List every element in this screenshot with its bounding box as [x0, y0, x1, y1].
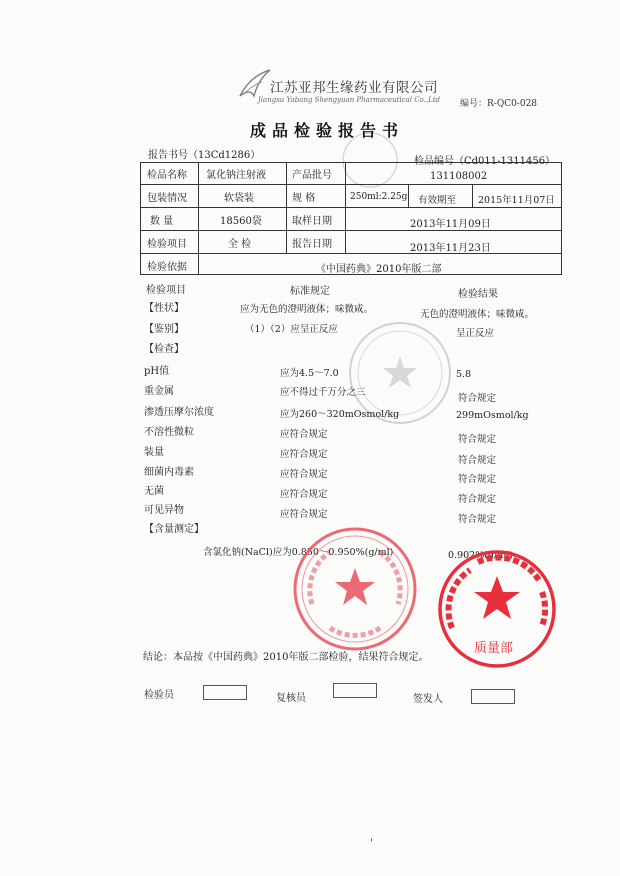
quality-dept-text: 质量部	[474, 641, 514, 656]
row-result: 符合规定	[458, 474, 497, 485]
company-name-en: Jiangsu Yabang Shengyuan Pharmaceutical Co.,Ltd	[258, 96, 441, 104]
inspector-label: 检验员	[144, 690, 174, 701]
label-sample-date: 取样日期	[292, 216, 332, 227]
row-result: 符合规定	[458, 494, 497, 505]
row-result: 符合规定	[458, 393, 497, 404]
row-result: 符合规定	[458, 455, 497, 466]
report-number: 报告书号（13Cd1286）	[148, 150, 261, 161]
row-standard: 应符合规定	[280, 469, 328, 480]
row-label: 装量	[144, 447, 164, 458]
value-expiry: 2015年11月07日	[478, 195, 555, 206]
label-spec: 规 格	[292, 193, 316, 204]
row-standard: 应符合规定	[280, 429, 328, 440]
row-result: 符合规定	[458, 434, 497, 445]
section-assay: 【含量测定】	[144, 524, 204, 535]
label-expiry: 有效期至	[418, 195, 457, 206]
row-label: 渗透压摩尔浓度	[144, 407, 214, 418]
value-spec: 250ml:2.25g	[350, 192, 408, 202]
value-test-items: 全 检	[228, 239, 252, 250]
section-appearance: 【性状】	[144, 303, 184, 314]
section-identification: 【鉴别】	[144, 324, 184, 335]
col-header-result: 检验结果	[458, 289, 498, 300]
col-header-standard: 标准规定	[290, 286, 330, 297]
value-batch-no: 131108002	[430, 171, 488, 182]
inspection-seal-stamp	[290, 524, 420, 654]
identification-result: 呈正反应	[456, 328, 495, 339]
reviewer-signature	[333, 683, 377, 698]
row-standard: 应不得过千万分之三	[280, 387, 366, 398]
document-number: 编号：R-QC0-028	[460, 99, 538, 109]
value-product-name: 氯化钠注射液	[206, 170, 266, 181]
report-title: 成品检验报告书	[250, 121, 405, 140]
identification-standard: （1）（2）应呈正反应	[245, 324, 338, 335]
assay-result: 0.902%(g/ml)	[448, 550, 513, 561]
row-label: 无菌	[144, 486, 164, 497]
row-result: 299mOsmol/kg	[456, 410, 529, 421]
label-basis: 检验依据	[147, 262, 187, 273]
row-result: 5.8	[456, 369, 472, 380]
label-batch-no: 产品批号	[292, 170, 332, 181]
row-standard: 应符合规定	[280, 489, 328, 500]
value-packaging: 软袋装	[224, 193, 254, 204]
row-standard: 应符合规定	[280, 449, 328, 460]
row-standard: 应为4.5～7.0	[280, 368, 339, 379]
reviewer-label: 复核员	[276, 693, 306, 704]
inspector-signature	[203, 685, 247, 700]
row-standard: 应为260～320mOsmol/kg	[280, 409, 400, 420]
value-report-date: 2013年11月23日	[410, 243, 491, 254]
page-mark: '	[370, 838, 373, 849]
row-label: 细菌内毒素	[144, 467, 194, 478]
appearance-standard: 应为无色的澄明液体；味微咸。	[240, 304, 374, 315]
row-label: 可见异物	[144, 505, 184, 516]
row-label: 不溶性微粒	[144, 427, 194, 438]
row-result: 符合规定	[458, 514, 497, 525]
value-basis: 《中国药典》2010年版二部	[316, 264, 442, 275]
conclusion: 结论：本品按《中国药典》2010年版二部检验，结果符合规定。	[143, 652, 429, 663]
issuer-label: 签发人	[413, 694, 443, 705]
row-label: 重金属	[144, 386, 174, 397]
appearance-result: 无色的澄明液体；味微咸。	[420, 309, 535, 320]
label-packaging: 包装情况	[147, 193, 187, 204]
row-label: pH值	[144, 366, 170, 377]
value-sample-date: 2013年11月09日	[410, 219, 491, 230]
assay-standard: 含氯化钠(NaCl)应为0.850～0.950%(g/ml)	[203, 547, 394, 558]
col-header-item: 检验项目	[146, 285, 186, 296]
label-quantity: 数 量	[150, 216, 174, 227]
row-standard: 应符合规定	[280, 509, 328, 520]
label-product-name: 检品名称	[147, 170, 187, 181]
info-table	[140, 162, 562, 275]
label-test-items: 检验项目	[147, 239, 187, 250]
value-quantity: 18560袋	[220, 216, 262, 227]
label-report-date: 报告日期	[292, 239, 332, 250]
section-inspection: 【检查】	[144, 344, 184, 355]
issuer-signature	[471, 689, 515, 704]
company-name: 江苏亚邦生缘药业有限公司	[270, 80, 438, 96]
